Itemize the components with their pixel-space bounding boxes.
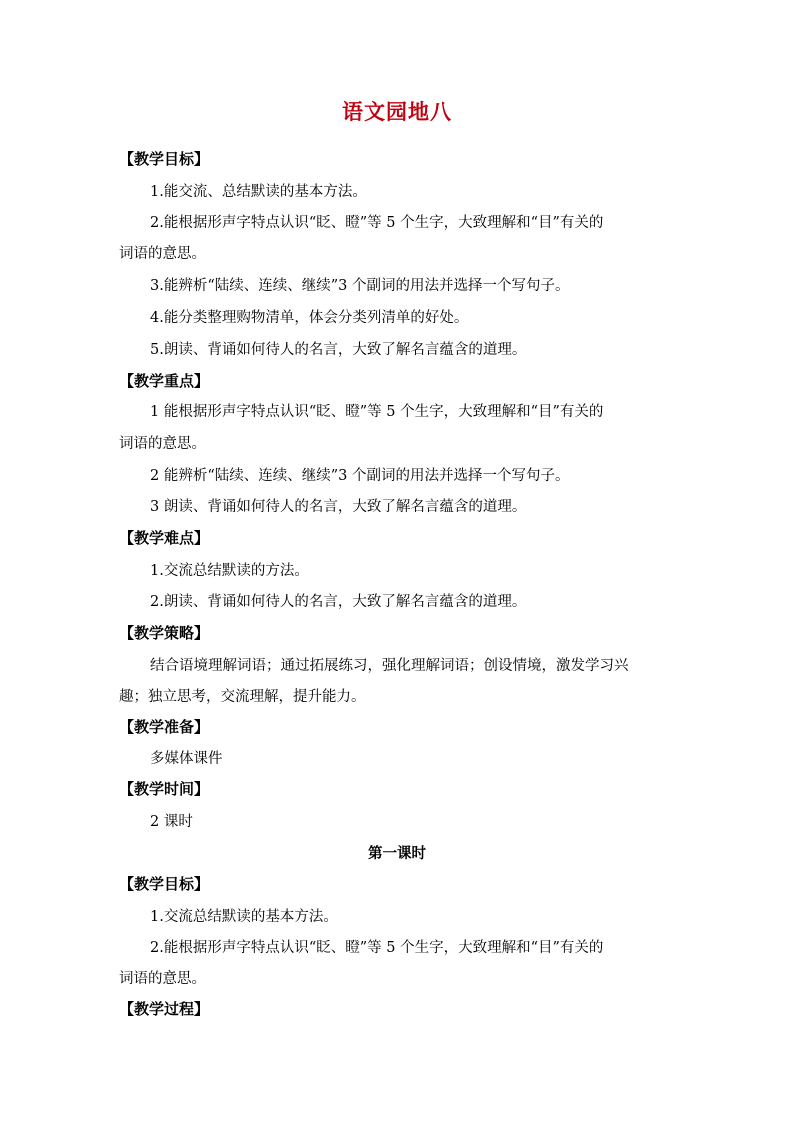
heading-time: 【教学时间】 — [119, 780, 210, 798]
heading-lesson-goals: 【教学目标】 — [119, 875, 210, 893]
lesson-goal-2-continued: 词语的意思。 — [119, 971, 206, 987]
document-title: 语文园地八 — [342, 100, 452, 124]
lesson-goal-2: 2.能根据形声字特点认识“眨、瞪”等 5 个生字，大致理解和“目”有关的 — [150, 940, 604, 956]
strategy-text-continued: 趣；独立思考，交流理解，提升能力。 — [119, 689, 366, 705]
difficulty-2: 2.朗读、背诵如何待人的名言，大致了解名言蕴含的道理。 — [150, 594, 527, 610]
heading-difficulties: 【教学难点】 — [119, 529, 210, 547]
goal-item-5: 5.朗读、背诵如何待人的名言，大致了解名言蕴含的道理。 — [150, 342, 527, 358]
key-point-3: 3 朗读、背诵如何待人的名言，大致了解名言蕴含的道理。 — [150, 499, 527, 515]
key-point-1-continued: 词语的意思。 — [119, 436, 206, 452]
lesson-goal-1: 1.交流总结默读的基本方法。 — [150, 909, 338, 925]
heading-strategy: 【教学策略】 — [119, 624, 210, 642]
heading-teaching-process: 【教学过程】 — [119, 1000, 210, 1018]
goal-item-1: 1.能交流、总结默读的基本方法。 — [150, 184, 367, 200]
preparation-text: 多媒体课件 — [150, 751, 223, 767]
strategy-text: 结合语境理解词语；通过拓展练习，强化理解词语；创设情境，激发学习兴 — [150, 658, 629, 674]
time-text: 2 课时 — [150, 814, 193, 830]
goal-item-2: 2.能根据形声字特点认识“眨、瞪”等 5 个生字，大致理解和“目”有关的 — [150, 215, 604, 231]
difficulty-1: 1.交流总结默读的方法。 — [150, 563, 309, 579]
goal-item-4: 4.能分类整理购物清单，体会分类列清单的好处。 — [150, 310, 469, 326]
lesson-one-title: 第一课时 — [368, 846, 426, 862]
key-point-2: 2 能辨析“陆续、连续、继续”3 个副词的用法并选择一个写句子。 — [150, 468, 570, 484]
heading-teaching-goals: 【教学目标】 — [119, 150, 210, 168]
goal-item-2-continued: 词语的意思。 — [119, 246, 206, 262]
heading-key-points: 【教学重点】 — [119, 372, 210, 390]
key-point-1: 1 能根据形声字特点认识“眨、瞪”等 5 个生字，大致理解和“目”有关的 — [150, 404, 604, 420]
heading-preparation: 【教学准备】 — [119, 718, 210, 736]
goal-item-3: 3.能辨析“陆续、连续、继续”3 个副词的用法并选择一个写句子。 — [150, 278, 570, 294]
